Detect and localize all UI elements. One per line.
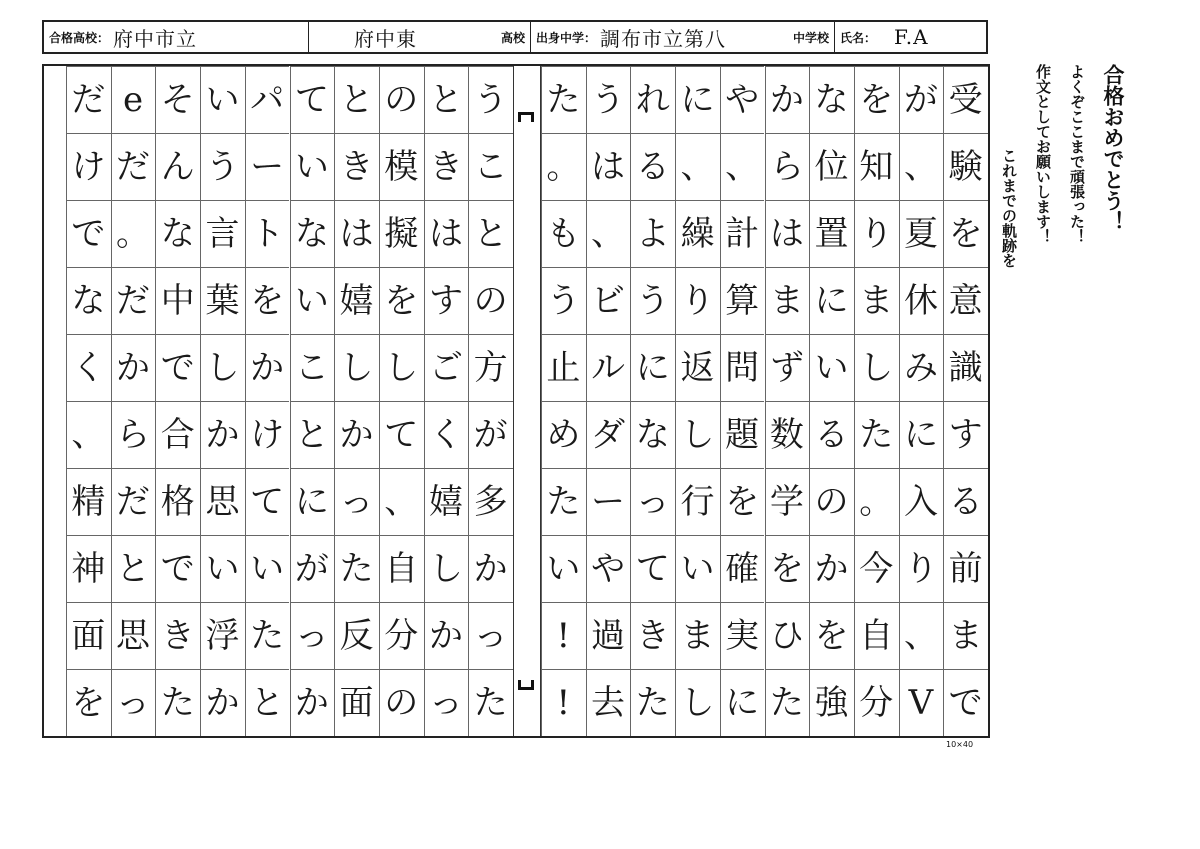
column-divider [720, 66, 721, 736]
grid-column [66, 66, 111, 736]
grid-cell: い [541, 535, 586, 602]
grid-cell: し [675, 401, 720, 468]
grid-cell: て [630, 535, 675, 602]
center-gutter [513, 66, 541, 736]
grid-cell: ー [245, 133, 290, 200]
grid-cell: 多 [468, 468, 513, 535]
grid-cell: か [200, 401, 245, 468]
grid-cell: 浮 [200, 602, 245, 669]
grid-cell: を [943, 200, 988, 267]
grid-cell: か [809, 535, 854, 602]
grid-cell: も [541, 200, 586, 267]
grid-cell: の [809, 468, 854, 535]
grid-cell: た [765, 669, 810, 736]
student-name: F.A [894, 25, 929, 49]
grid-cell: か [424, 602, 469, 669]
grid-cell: は [334, 200, 379, 267]
grid-column [155, 66, 200, 736]
grid-cell: V [899, 669, 944, 736]
grid-cell: だ [111, 468, 156, 535]
grid-cell: な [290, 200, 335, 267]
grid-cell: に [630, 334, 675, 401]
grid-column [200, 66, 245, 736]
grid-cell: り [854, 200, 899, 267]
top-bracket [518, 112, 534, 122]
grid-cell: ダ [586, 401, 631, 468]
grid-cell: 夏 [899, 200, 944, 267]
school-name: 府中東 [354, 26, 417, 51]
grid-cell: 精 [66, 468, 111, 535]
grid-cell: っ [334, 468, 379, 535]
grid-cell: か [468, 535, 513, 602]
grid-column [809, 66, 854, 736]
grid-cell: に [899, 401, 944, 468]
grid-cell: が [468, 401, 513, 468]
grid-cell: た [155, 669, 200, 736]
grid-column [334, 66, 379, 736]
grid-cell: 自 [379, 535, 424, 602]
grid-cell: た [541, 468, 586, 535]
grid-cell: こ [468, 133, 513, 200]
grid-cell: 、 [899, 602, 944, 669]
grid-cell: 休 [899, 267, 944, 334]
grid-cell: き [334, 133, 379, 200]
grid-cell: に [809, 267, 854, 334]
grid-column [290, 66, 335, 736]
grid-cell: い [200, 66, 245, 133]
grid-cell: を [854, 66, 899, 133]
column-divider [334, 66, 335, 736]
grid-cell: の [379, 669, 424, 736]
grid-cell: し [675, 669, 720, 736]
grid-cell: き [424, 133, 469, 200]
column-divider [765, 66, 766, 736]
grid-cell: る [943, 468, 988, 535]
grid-cell: ひ [765, 602, 810, 669]
grid-cell: る [630, 133, 675, 200]
grid-cell: や [586, 535, 631, 602]
grid-cell: し [379, 334, 424, 401]
grid-cell: ー [586, 468, 631, 535]
message-title: 合格おめでとう！ [1101, 64, 1125, 232]
grid-cell: 合 [155, 401, 200, 468]
grid-cell: き [630, 602, 675, 669]
passed-school-label: 合格高校： [49, 30, 110, 45]
grid-cell: て [245, 468, 290, 535]
grid-cell: い [200, 535, 245, 602]
school-name-cell [309, 22, 531, 52]
grid-cell: か [111, 334, 156, 401]
grid-cell: い [290, 267, 335, 334]
grid-cell: な [630, 401, 675, 468]
column-divider [943, 66, 944, 736]
grid-cell: と [290, 401, 335, 468]
grid-cell: 分 [379, 602, 424, 669]
grid-cell: っ [468, 602, 513, 669]
grid-cell: で [155, 334, 200, 401]
grid-cell: い [809, 334, 854, 401]
grid-cell: は [765, 200, 810, 267]
grid-column [379, 66, 424, 736]
grid-cell: を [66, 669, 111, 736]
grid-cell: ら [765, 133, 810, 200]
grid-cell: ル [586, 334, 631, 401]
grid-cell: の [379, 66, 424, 133]
grid-cell: そ [155, 66, 200, 133]
grid-cell: 思 [200, 468, 245, 535]
grid-cell: た [334, 535, 379, 602]
header-bar [42, 20, 988, 54]
grid-cell: 、 [66, 401, 111, 468]
grid-cell: 置 [809, 200, 854, 267]
column-divider [586, 66, 587, 736]
grid-cell: に [290, 468, 335, 535]
grid-cell: パ [245, 66, 290, 133]
grid-cell: か [290, 669, 335, 736]
message-line-3: これまでの軌跡を [1000, 148, 1018, 268]
name-label: 氏名： [840, 30, 877, 45]
student-name-cell [835, 22, 986, 52]
origin-suffix: 中学校 [792, 30, 829, 45]
grid-cell: し [334, 334, 379, 401]
grid-cell: っ [630, 468, 675, 535]
grid-cell: ご [424, 334, 469, 401]
grid-cell: が [899, 66, 944, 133]
grid-cell: が [290, 535, 335, 602]
grid-cell: 擬 [379, 200, 424, 267]
grid-cell: く [66, 334, 111, 401]
grid-cell: 方 [468, 334, 513, 401]
grid-cell: す [943, 401, 988, 468]
grid-cell: 神 [66, 535, 111, 602]
grid-cell: 分 [854, 669, 899, 736]
grid-column [245, 66, 290, 736]
grid-cell: 確 [720, 535, 765, 602]
grid-cell: だ [66, 66, 111, 133]
grid-cell: た [630, 669, 675, 736]
manuscript-grid [42, 64, 990, 738]
grid-cell: は [424, 200, 469, 267]
grid-cell: た [541, 66, 586, 133]
grid-cell: ま [675, 602, 720, 669]
grid-cell: に [720, 669, 765, 736]
grid-column [541, 66, 586, 736]
grid-cell: 止 [541, 334, 586, 401]
grid-column [111, 66, 156, 736]
bottom-bracket [518, 680, 534, 690]
grid-cell: ! [541, 669, 586, 736]
column-divider [111, 66, 112, 736]
grid-cell: こ [290, 334, 335, 401]
grid-cell: 返 [675, 334, 720, 401]
grid-cell: っ [111, 669, 156, 736]
message-line-1: よくぞここまで頑張った！ [1068, 64, 1086, 244]
origin-school-cell [531, 22, 835, 52]
grid-cell: 、 [586, 200, 631, 267]
grid-cell: り [899, 535, 944, 602]
grid-cell: 識 [943, 334, 988, 401]
grid-cell: き [155, 602, 200, 669]
grid-cell: う [630, 267, 675, 334]
grid-cell: て [290, 66, 335, 133]
grid-cell: し [854, 334, 899, 401]
grid-cell: い [245, 535, 290, 602]
grid-cell: を [720, 468, 765, 535]
grid-cell: 言 [200, 200, 245, 267]
grid-cell: み [899, 334, 944, 401]
grid-cell: 位 [809, 133, 854, 200]
grid-cell: 知 [854, 133, 899, 200]
grid-cell: e [111, 66, 156, 133]
grid-cell: で [943, 669, 988, 736]
column-divider [675, 66, 676, 736]
grid-cell: を [809, 602, 854, 669]
grid-cell: は [586, 133, 631, 200]
grid-cell: 嬉 [424, 468, 469, 535]
column-divider [200, 66, 201, 736]
grid-cell: 受 [943, 66, 988, 133]
grid-cell: 、 [675, 133, 720, 200]
grid-cell: か [765, 66, 810, 133]
congratulation-message [992, 64, 1132, 624]
grid-cell: 算 [720, 267, 765, 334]
grid-cell: っ [424, 669, 469, 736]
grid-cell: と [245, 669, 290, 736]
grid-cell: い [675, 535, 720, 602]
grid-cell: く [424, 401, 469, 468]
grid-column [675, 66, 720, 736]
grid-cell: ま [854, 267, 899, 334]
grid-column [630, 66, 675, 736]
grid-cell: 思 [111, 602, 156, 669]
grid-cell: と [468, 200, 513, 267]
grid-cell: め [541, 401, 586, 468]
column-divider [854, 66, 855, 736]
grid-cell: で [155, 535, 200, 602]
school-suffix: 高校 [500, 30, 525, 45]
message-line-2: 作文としてお願いします！ [1034, 64, 1052, 244]
grid-cell: 面 [66, 602, 111, 669]
column-divider [66, 66, 67, 736]
grid-cell: れ [630, 66, 675, 133]
grid-cell: か [334, 401, 379, 468]
grid-cell: 実 [720, 602, 765, 669]
grid-cell: た [468, 669, 513, 736]
grid-cell: 前 [943, 535, 988, 602]
column-divider [290, 66, 291, 736]
grid-cell: か [245, 334, 290, 401]
grid-cell: 意 [943, 267, 988, 334]
grid-cell: 学 [765, 468, 810, 535]
grid-column [854, 66, 899, 736]
grid-cell: を [379, 267, 424, 334]
grid-cell: 入 [899, 468, 944, 535]
grid-cell: な [66, 267, 111, 334]
grid-cell: 験 [943, 133, 988, 200]
grid-column [720, 66, 765, 736]
column-divider [468, 66, 469, 736]
grid-cell: と [111, 535, 156, 602]
column-divider [379, 66, 380, 736]
grid-cell: す [424, 267, 469, 334]
origin-label: 出身中学： [536, 30, 597, 45]
column-divider [809, 66, 810, 736]
grid-cell: う [586, 66, 631, 133]
grid-cell: 格 [155, 468, 200, 535]
grid-cell: な [155, 200, 200, 267]
grid-cell: し [424, 535, 469, 602]
grid-cell: 問 [720, 334, 765, 401]
grid-cell: 強 [809, 669, 854, 736]
grid-cell: ま [943, 602, 988, 669]
grid-cell: た [245, 602, 290, 669]
grid-column [765, 66, 810, 736]
grid-cell: っ [290, 602, 335, 669]
grid-cell: か [200, 669, 245, 736]
grid-cell: 過 [586, 602, 631, 669]
column-divider [155, 66, 156, 736]
column-divider [424, 66, 425, 736]
column-divider [245, 66, 246, 736]
grid-cell: 行 [675, 468, 720, 535]
grid-cell: ト [245, 200, 290, 267]
column-divider [541, 66, 542, 736]
grid-cell: 葉 [200, 267, 245, 334]
grid-cell: 数 [765, 401, 810, 468]
grid-cell: 面 [334, 669, 379, 736]
grid-cell: ビ [586, 267, 631, 334]
grid-cell: ず [765, 334, 810, 401]
grid-cell: に [675, 66, 720, 133]
origin-value: 調布市立第八 [600, 26, 727, 51]
grid-cell: 去 [586, 669, 631, 736]
grid-cell: 、 [720, 133, 765, 200]
grid-cell: だ [111, 267, 156, 334]
grid-cell: ら [111, 401, 156, 468]
grid-cell: の [468, 267, 513, 334]
grid-cell: う [468, 66, 513, 133]
grid-cell: り [675, 267, 720, 334]
grid-column [899, 66, 944, 736]
grid-column [943, 66, 988, 736]
grid-cell: よ [630, 200, 675, 267]
grid-cell: で [66, 200, 111, 267]
grid-cell: 計 [720, 200, 765, 267]
column-divider [630, 66, 631, 736]
grid-cell: な [809, 66, 854, 133]
passed-school-value: 府中市立 [113, 26, 198, 51]
grid-cell: を [245, 267, 290, 334]
grid-cell: と [424, 66, 469, 133]
grid-cell: ま [765, 267, 810, 334]
grid-cell: い [290, 133, 335, 200]
grid-cell: て [379, 401, 424, 468]
grid-cell: や [720, 66, 765, 133]
column-divider [899, 66, 900, 736]
grid-cell: 繰 [675, 200, 720, 267]
grid-cell: け [66, 133, 111, 200]
grid-cell: 自 [854, 602, 899, 669]
grid-cell: を [765, 535, 810, 602]
grid-cell: 。 [854, 468, 899, 535]
passed-school-cell [44, 22, 309, 52]
grid-cell: 。 [541, 133, 586, 200]
grid-size-label: 10×40 [946, 740, 974, 749]
grid-cell: る [809, 401, 854, 468]
grid-cell: 題 [720, 401, 765, 468]
grid-cell: 嬉 [334, 267, 379, 334]
grid-cell: 模 [379, 133, 424, 200]
grid-cell: う [200, 133, 245, 200]
grid-column [468, 66, 513, 736]
grid-cell: 中 [155, 267, 200, 334]
grid-cell: 、 [379, 468, 424, 535]
grid-cell: だ [111, 133, 156, 200]
grid-cell: し [200, 334, 245, 401]
grid-cell: 反 [334, 602, 379, 669]
grid-cell: と [334, 66, 379, 133]
grid-cell: 。 [111, 200, 156, 267]
grid-cell: ん [155, 133, 200, 200]
grid-column [424, 66, 469, 736]
grid-cell: た [854, 401, 899, 468]
grid-cell: 、 [899, 133, 944, 200]
grid-cell: 今 [854, 535, 899, 602]
grid-cell: け [245, 401, 290, 468]
grid-column [586, 66, 631, 736]
grid-cell: ! [541, 602, 586, 669]
grid-cell: う [541, 267, 586, 334]
